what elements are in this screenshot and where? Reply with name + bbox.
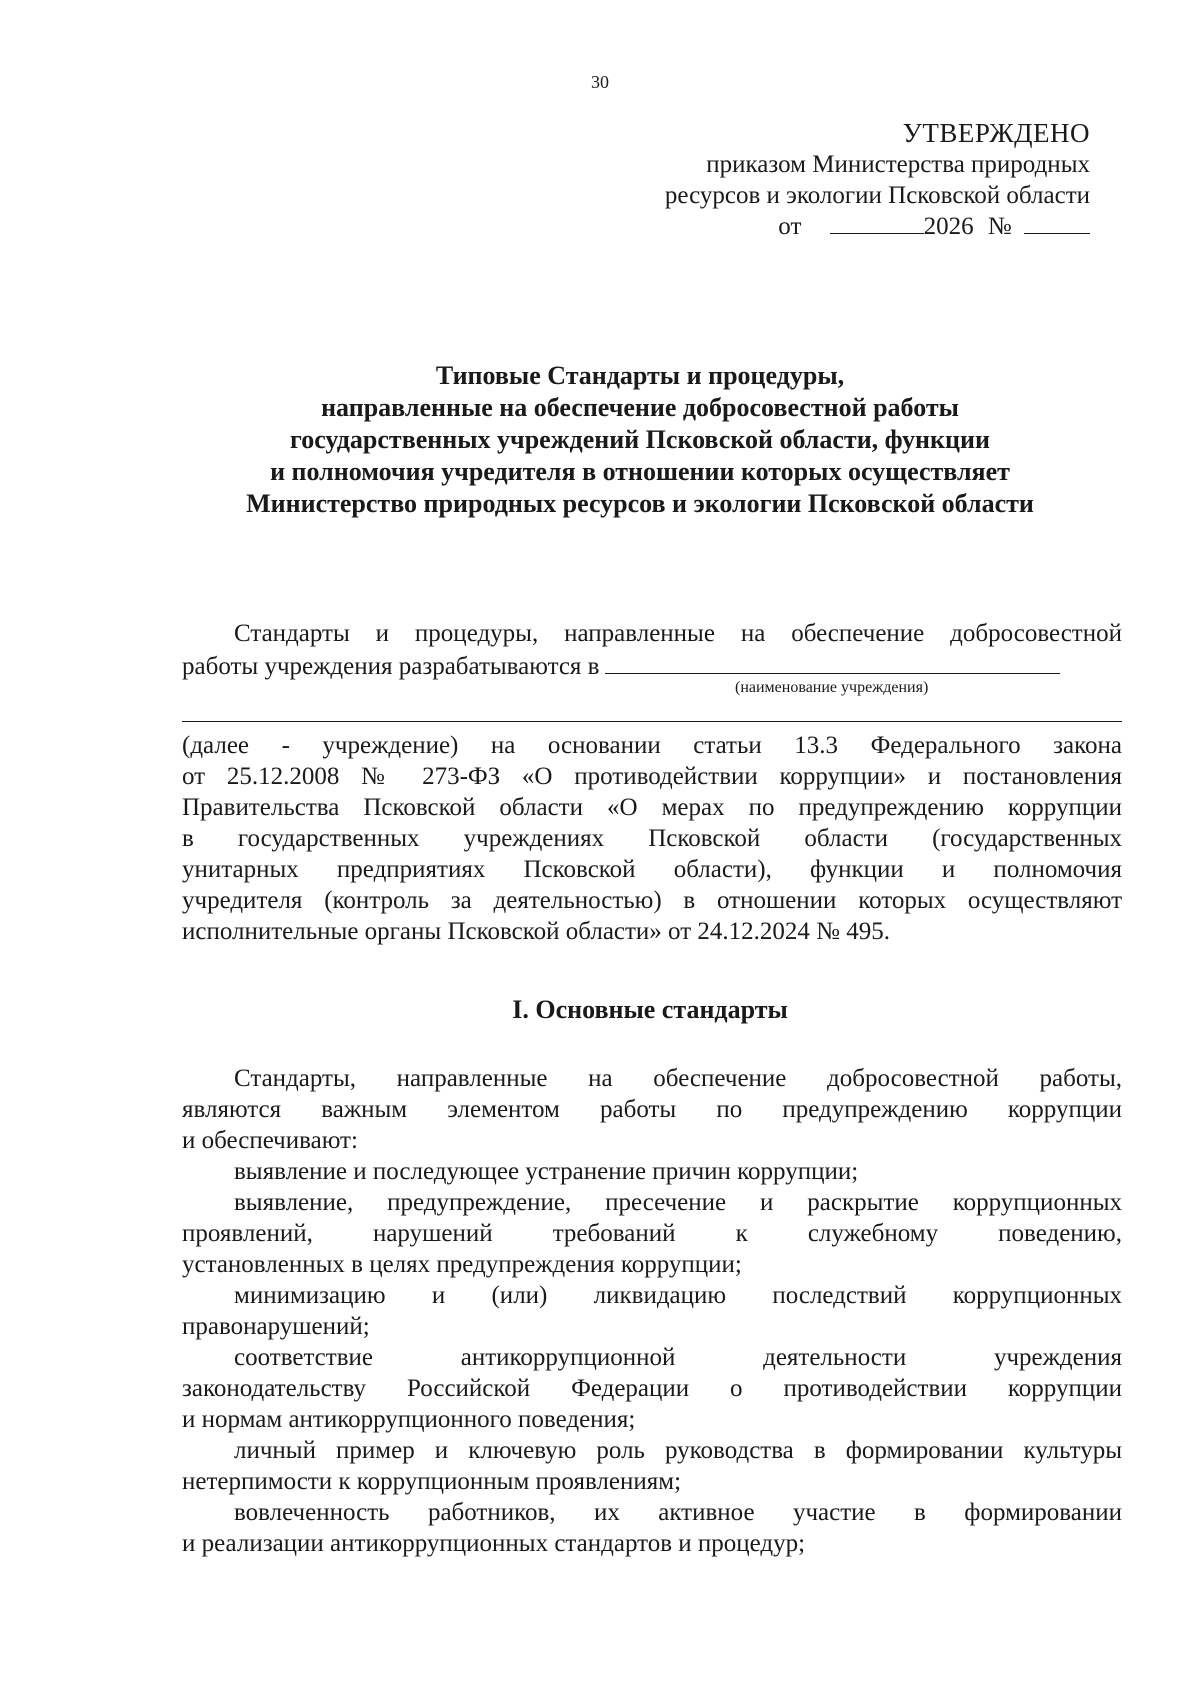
- approval-number-blank: [1024, 211, 1090, 234]
- title-line: направленные на обеспечение добросовестной работы: [321, 393, 959, 422]
- title-line: государственных учреждений Псковской области, функции: [290, 425, 990, 454]
- list-item: законодательству Российской Федерации о противодействии коррупции: [182, 1375, 1122, 1402]
- approval-block: [665, 118, 1090, 242]
- document-title: [160, 360, 1120, 520]
- text-line: и обеспечивают:: [182, 1127, 358, 1154]
- title-line: Министерство природных ресурсов и экологии Псковской области: [246, 489, 1034, 518]
- text-line: учредителя (контроль за деятельностью) в отношении которых осуществляют: [182, 887, 1122, 914]
- intro-paragraph-1: [182, 618, 1122, 682]
- approval-date-line: [665, 211, 1090, 242]
- approval-year: 2026: [923, 213, 974, 240]
- text-line: [182, 649, 1122, 682]
- list-item: проявлений, нарушений требований к служебному поведению,: [182, 1220, 1122, 1247]
- list-item: и нормам антикоррупционного поведения;: [182, 1406, 636, 1433]
- list-item: соответствие антикоррупционной деятельности учреждения: [234, 1344, 1122, 1371]
- title-line: и полномочия учредителя в отношении которых осуществляет: [270, 457, 1010, 486]
- approval-date-prefix: от: [778, 213, 802, 240]
- institution-name-blank: [605, 649, 1060, 674]
- text-line: в государственных учреждениях Псковской области (государственных: [182, 825, 1122, 852]
- approval-date-blank: [830, 211, 924, 234]
- page-number: 30: [591, 72, 609, 92]
- institution-name-blank-continued: [182, 721, 1122, 722]
- approval-stamp-word: УТВЕРЖДЕНО: [902, 118, 1090, 148]
- list-item: выявление, предупреждение, пресечение и раскрытие коррупционных: [234, 1189, 1122, 1216]
- section-heading: I. Основные стандарты: [512, 995, 788, 1024]
- institution-name-caption: (наименование учреждения): [735, 679, 929, 696]
- title-line: Типовые Стандарты и процедуры,: [435, 361, 845, 390]
- list-item: правонарушений;: [182, 1313, 370, 1340]
- text-line: Стандарты, направленные на обеспечение добросовестной работы,: [234, 1065, 1122, 1092]
- intro-paragraph-2: [182, 730, 1122, 947]
- text-line: Правительства Псковской области «О мерах по предупреждению коррупции: [182, 794, 1122, 821]
- list-item: и реализации антикоррупционных стандартов и процедур;: [182, 1530, 806, 1557]
- text-fragment: работы учреждения разрабатываются в: [182, 653, 600, 680]
- approval-number-sign: №: [987, 213, 1012, 240]
- text-line: Стандарты и процедуры, направленные на обеспечение добросовестной: [234, 620, 1122, 647]
- list-item: установленных в целях предупреждения коррупции;: [182, 1251, 742, 1278]
- text-line: от 25.12.2008 № 273-ФЗ «О противодействии коррупции» и постановления: [182, 763, 1122, 790]
- text-line: являются важным элементом работы по предупреждению коррупции: [182, 1096, 1122, 1123]
- list-item: личный пример и ключевую роль руководства в формировании культуры: [234, 1437, 1122, 1464]
- text-line: унитарных предприятиях Псковской области), функции и полномочия: [182, 856, 1122, 883]
- approval-order-line: приказом Министерства природных: [706, 151, 1090, 178]
- list-item: выявление и последующее устранение причин коррупции;: [234, 1158, 859, 1185]
- section-1-body: [182, 1063, 1122, 1559]
- list-item: нетерпимости к коррупционным проявлениям;: [182, 1468, 682, 1495]
- approval-ministry-line: ресурсов и экологии Псковской области: [664, 182, 1090, 209]
- list-item: минимизацию и (или) ликвидацию последствий коррупционных: [234, 1282, 1122, 1309]
- text-line: исполнительные органы Псковской области» от 24.12.2024 № 495.: [182, 918, 891, 945]
- list-item: вовлеченность работников, их активное участие в формировании: [234, 1499, 1122, 1526]
- text-line: (далее - учреждение) на основании статьи 13.3 Федерального закона: [182, 732, 1122, 759]
